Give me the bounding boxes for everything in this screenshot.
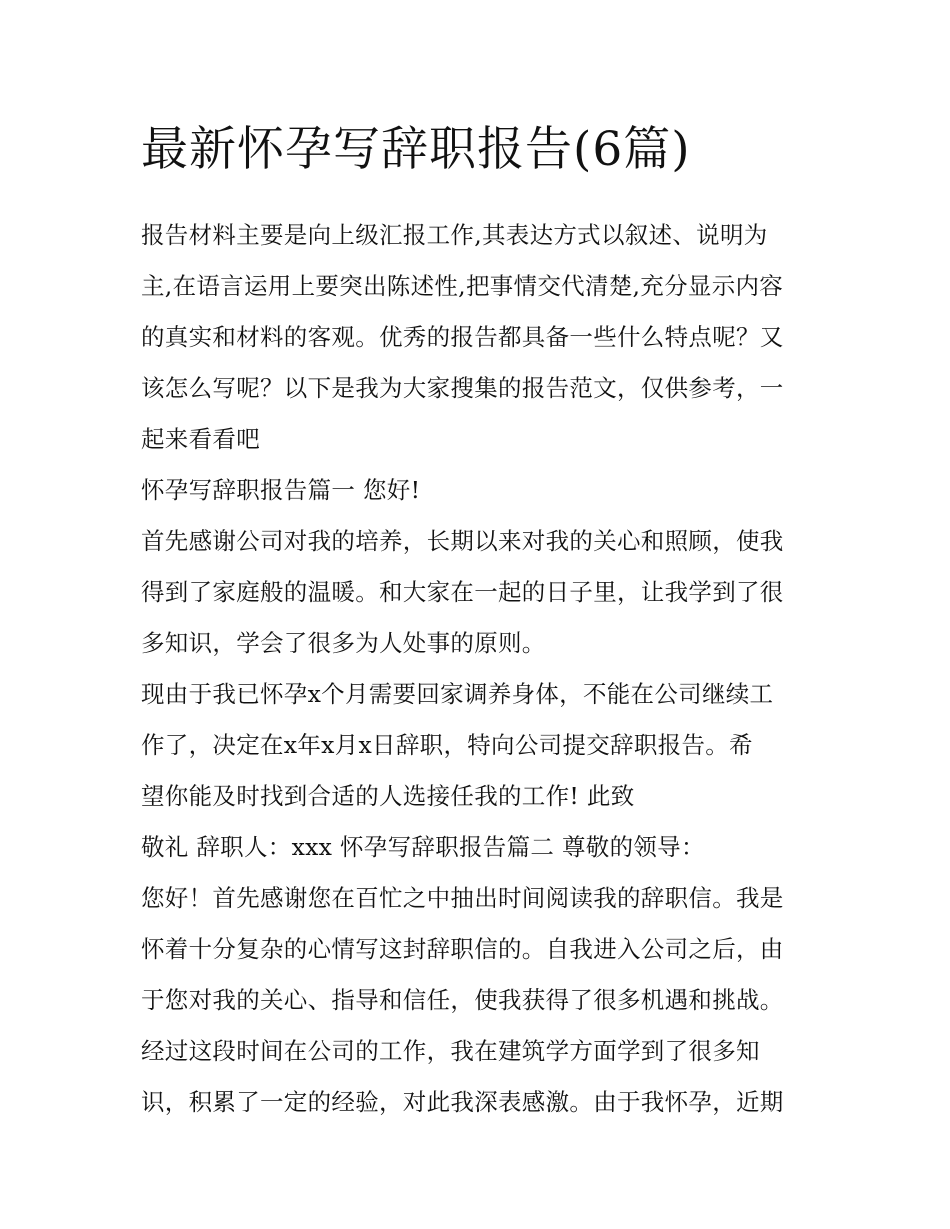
text-line: 主,在语言运用上要突出陈述性,把事情交代清楚,充分显示内容 [141,272,784,300]
text-line: 该怎么写呢？以下是我为大家搜集的报告范文，仅供参考，一 [141,374,784,402]
text-line: 怀着十分复杂的心情写这封辞职信的。自我进入公司之后，由 [141,935,784,963]
text-line: 报告材料主要是向上级汇报工作,其表达方式以叙述、说明为 [141,221,768,249]
section-heading-line: 敬礼 辞职人：xxx 怀孕写辞职报告篇二 尊敬的领导： [141,833,705,861]
section-heading-line: 怀孕写辞职报告篇一 您好! [141,476,421,504]
text-line: 得到了家庭般的温暖。和大家在一起的日子里，让我学到了很 [141,578,784,606]
text-line: 作了，决定在x年x月x日辞职，特向公司提交辞职报告。希 [141,731,753,759]
text-line: 您好！首先感谢您在百忙之中抽出时间阅读我的辞职信。我是 [141,884,784,912]
document-body [141,185,820,1128]
text-line: 经过这段时间在公司的工作，我在建筑学方面学到了很多知 [141,1037,760,1065]
text-line: 的真实和材料的客观。优秀的报告都具备一些什么特点呢？又 [141,323,784,351]
text-line: 识，积累了一定的经验，对此我深表感激。由于我怀孕，近期 [141,1088,784,1116]
text-line: 起来看看吧 [141,425,260,453]
text-line: 首先感谢公司对我的培养，长期以来对我的关心和照顾，使我 [141,527,784,555]
text-line: 现由于我已怀孕x个月需要回家调养身体，不能在公司继续工 [141,680,774,708]
text-line: 于您对我的关心、指导和信任，使我获得了很多机遇和挑战。 [141,986,784,1014]
document-title: 最新怀孕写辞职报告(6篇) [141,122,691,177]
text-line: 望你能及时找到合适的人选接任我的工作! 此致 [141,782,635,810]
text-line: 多知识，学会了很多为人处事的原则。 [141,629,546,657]
